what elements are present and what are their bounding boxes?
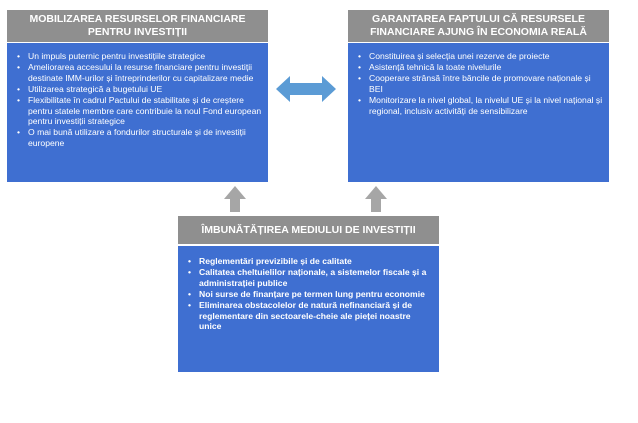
up-arrow-left bbox=[224, 186, 246, 212]
list-item: • Noi surse de finanțare pe termen lung pentru economie bbox=[182, 289, 433, 300]
list-item: • Calitatea cheltuielilor naționale, a sistemelor fiscale și a administrației publice bbox=[182, 267, 433, 289]
left-box bbox=[7, 43, 268, 182]
list-item: • Utilizarea strategică a bugetului UE bbox=[11, 84, 262, 95]
list-item: • Monitorizare la nivel global, la nivelul UE și la nivel național și regional, inclusiv activități de sensibilizare bbox=[352, 95, 603, 117]
left-box-title: MOBILIZAREA RESURSELOR FINANCIARE PENTRU INVESTIȚII bbox=[7, 10, 268, 42]
bottom-box-title: ÎMBUNĂTĂȚIREA MEDIULUI DE INVESTIȚII bbox=[178, 216, 439, 244]
list-item: • Cooperare strânsă între băncile de promovare naționale și BEI bbox=[352, 73, 603, 95]
list-item: • O mai bună utilizare a fondurilor structurale și de investiții europene bbox=[11, 127, 262, 149]
right-box-title: GARANTAREA FAPTULUI CĂ RESURSELE FINANCIARE AJUNG ÎN ECONOMIA REALĂ bbox=[348, 10, 609, 42]
right-box-list bbox=[352, 51, 603, 116]
up-arrow-right bbox=[365, 186, 387, 212]
list-item: • Reglementări previzibile și de calitate bbox=[182, 256, 433, 267]
list-item: • Ameliorarea accesului la resurse financiare pentru investiții destinate IMM-urilor și întreprinderilor cu capitalizare medie bbox=[11, 62, 262, 84]
list-item: • Flexibilitate în cadrul Pactului de stabilitate și de creștere pentru statele membre care contribuie la noul Fond european pentru investiții strategice bbox=[11, 95, 262, 128]
list-item: • Un impuls puternic pentru investițiile strategice bbox=[11, 51, 262, 62]
bidirectional-arrow bbox=[276, 76, 336, 102]
list-item: • Constituirea și selecția unei rezerve de proiecte bbox=[352, 51, 603, 62]
bottom-box-list bbox=[182, 256, 433, 332]
bottom-box bbox=[178, 246, 439, 372]
left-box-list bbox=[11, 51, 262, 149]
right-box bbox=[348, 43, 609, 182]
list-item: • Asistență tehnică la toate nivelurile bbox=[352, 62, 603, 73]
list-item: • Eliminarea obstacolelor de natură nefinanciară și de reglementare din sectoarele-cheie ale pieței noastre unice bbox=[182, 300, 433, 333]
